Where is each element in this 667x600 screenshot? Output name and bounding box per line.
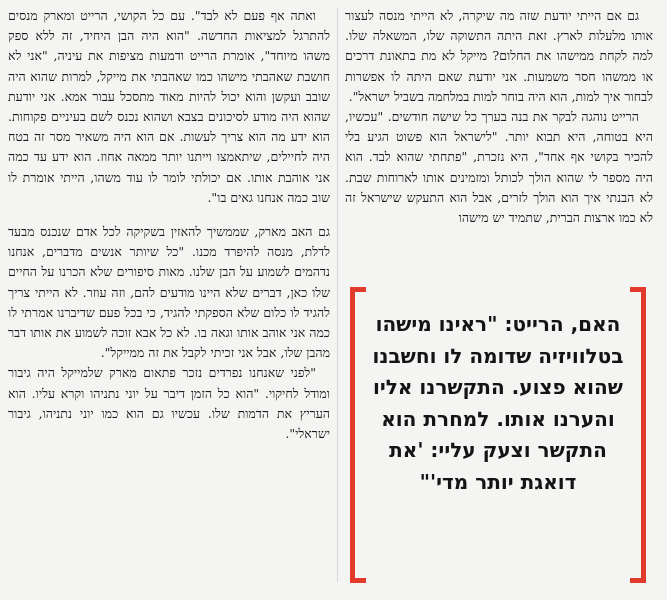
- pull-quote-text: האם, הרייט: "ראינו מישהו בטלוויזיה שדומה לו וחשבנו שהוא פצוע. התקשרנו אליו והערנו אותו. למחרת הוא התקשר וצעק עליי: 'את דואגת יותר מדי'": [372, 312, 624, 494]
- left-paragraph-3: "לפני שאנחנו נפרדים נזכר פתאום מארק שלמייקל היה גיבור ומודל לחיקוי. "הוא כל הזמן דיבר על יוני נתניהו וקרא עליו. הוא העריץ את הדמות שלו. עכשיו גם הוא כמו יוני נתניהו, גיבור ישראלי".: [8, 365, 330, 442]
- left-text-column: [8, 6, 330, 444]
- left-paragraph-2: גם האב מארק, שממשיך להאזין בשקיקה לכל אדם שנכנס מבעד לדלת, מנסה להיפרד מכנו. "כל שיותר אנשים מדברים, אנחנו נדהמים לשמוע על הבן שלנו. מאות סיפורים שלא הכרנו על החיים שלו כאן, דברים שלא היינו מודעים להם, וזה עוזר. לא הייתי צריך להגיד לו כלום שלא הספקתי להגיד, כי בכל פעם שדיברנו אמרתי לו כמה אני אוהב אותו וגאה בו. לא כל אבא זוכה לשמוע את אותו דבר מהבן שלו, אבל אני זכיתי לקבל את זה ממייקל".: [8, 224, 330, 361]
- column-divider: [337, 8, 338, 582]
- paragraph-gap: [8, 208, 330, 222]
- left-paragraph-1: ואתה אף פעם לא לבד". עם כל הקושי, הרייט ומארק מנסים להתרגל למציאות החדשה. "הוא היה הבן היחיד, זה ללא ספק משהו מיוחד", אומרת הרייט ודמעות מציפות את עיניה, "אני לא חושבת שאהבתי מישהו כמו שאהבתי את מייקל, למרות שהוא היה שובב ועקשן והוא יכול להיות מאוד מתסכל עבור אמא. אני יודעת שהוא היה מודע לסיכונים בצבא ושהוא נכנס לשם בעיניים פקוחות. הוא ידע מה הוא צריך לעשות. אם הוא היה משאיר מסר זה בטח היה לחיילים, שיתאמצו וייתנו יותר ממאה אחוז. הוא ידע עד כמה אני אוהבת אותו. אם יכולתי לומר לו עוד משהו, הייתי אומרת לו שוב כמה אנחנו גאים בו".: [8, 8, 330, 205]
- right-text-column: [345, 6, 653, 228]
- right-paragraph-1: גם אם הייתי יודעת שזה מה שיקרה, לא הייתי מנסה לעצור אותו מלעלות לארץ. זאת היתה התשוקה שלו, המשאלה שלו. למה לקחת ממישהו את החלום? מייקל לא מת בתאונת דרכים או ממשהו חסר משמעות. אני יודעת שאם היתה לו אפשרות לבחור איך למות, הוא היה בוחר למות במלחמה בשביל ישראל".: [345, 8, 653, 104]
- right-bracket-decoration: [630, 287, 646, 583]
- pull-quote-box: [350, 287, 646, 585]
- right-paragraph-2: הרייט נוהגה לבקר את בנה בערך כל שישה חודשים. "עכשיו, היא בטוחה, היא תבוא יותר. "לישראל הוא פשוט הגיע בלי להכיר בקושי אף אחד", היא נזכרת, "פתחתי שהוא לבד. הוא היה מספר לי שהוא הולך לכותל ומזמינים אותו לארוחות שבת. לא הבנתי איך הוא הולך לזרים, אבל הוא התעקש שישראל זה לא כמו ארצות הברית, שתמיד יש מישהו: [345, 109, 653, 226]
